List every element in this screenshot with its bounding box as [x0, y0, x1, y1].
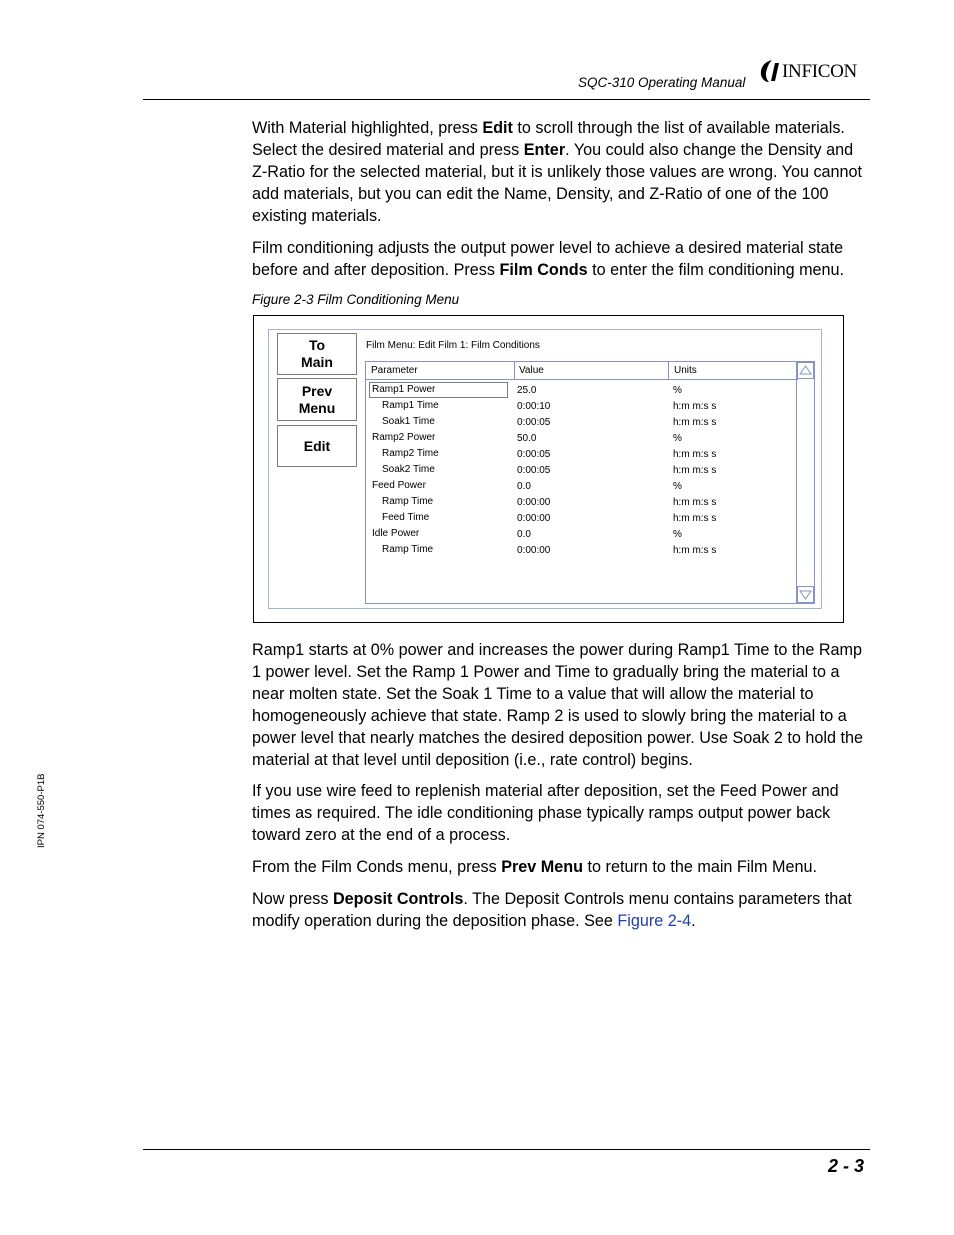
row-value[interactable]: 0:00:00 — [517, 545, 551, 556]
row-parameter[interactable]: Feed Time — [382, 512, 430, 523]
row-units: h:m m:s s — [673, 417, 717, 428]
row-units: % — [673, 385, 682, 396]
row-parameter[interactable]: Idle Power — [372, 528, 420, 539]
button-label: Prev — [301, 382, 333, 399]
page-number: 2 - 3 — [827, 1156, 864, 1176]
row-parameter[interactable]: Ramp2 Power — [372, 432, 436, 443]
row-parameter[interactable]: Feed Power — [372, 480, 426, 491]
row-parameter[interactable]: Ramp2 Time — [382, 448, 439, 459]
paragraph-material-edit — [252, 117, 872, 227]
button-label: Edit — [303, 437, 331, 454]
bold-edit: Edit — [482, 119, 513, 137]
column-header-value: Value — [514, 362, 668, 380]
inficon-logo — [758, 58, 857, 84]
column-header-units: Units — [668, 362, 798, 380]
row-value[interactable]: 50.0 — [517, 433, 537, 444]
paragraph-wire-feed: If you use wire feed to replenish material after deposition, set the Feed Power and times as required. The idle conditioning phase typically ramps output power back toward zero at the end of a process. — [252, 782, 839, 844]
text: With Material highlighted, press — [252, 119, 483, 137]
row-units: h:m m:s s — [673, 513, 717, 524]
parameter-table — [365, 361, 815, 604]
text: to return to the main Film Menu. — [583, 858, 817, 876]
button-label: Menu — [298, 399, 336, 416]
manual-title: SQC-310 Operating Manual — [578, 75, 746, 90]
row-value[interactable]: 0:00:10 — [517, 401, 551, 412]
paragraph-ramp-explanation: Ramp1 starts at 0% power and increases the power during Ramp1 Time to the Ramp 1 power level. Set the Ramp 1 Power and Time to gradually bring the material to a near molten state. Set the Soak 1 Time to a value that will allow the material to homogeneously achieve that state. Ramp 2 is used to slowly bring the material to a power level that nearly matches the desired deposition power. Use Soak 2 to hold the material at that level until deposition (i.e., rate control) begins. — [252, 641, 863, 769]
logo-text: INFICON — [782, 60, 857, 82]
row-value[interactable]: 0:00:00 — [517, 497, 551, 508]
row-units: h:m m:s s — [673, 545, 717, 556]
bold-enter: Enter — [523, 141, 566, 159]
row-parameter[interactable]: Ramp Time — [382, 496, 434, 507]
row-parameter[interactable]: Ramp1 Time — [382, 400, 439, 411]
header-rule — [143, 99, 870, 100]
text: . The Deposit Controls menu contains parameters that modify operation during the deposition phase. See — [252, 890, 852, 930]
row-units: h:m m:s s — [673, 465, 717, 476]
row-units: h:m m:s s — [673, 497, 717, 508]
figure-2-4-link[interactable]: Figure 2-4 — [617, 912, 692, 930]
row-units: % — [673, 481, 682, 492]
figure-caption: Figure 2-3 Film Conditioning Menu — [252, 292, 460, 307]
row-units: % — [673, 433, 682, 444]
scroll-up-icon — [797, 362, 814, 379]
row-value[interactable]: 0.0 — [517, 529, 531, 540]
column-header-parameter: Parameter — [366, 362, 514, 380]
to-main-button[interactable] — [277, 333, 357, 375]
table-scrollbar[interactable] — [796, 362, 814, 603]
bold-deposit-controls: Deposit Controls — [332, 890, 464, 908]
text: to scroll through the list of available materials. Select the desired material and press — [252, 119, 845, 159]
text: From the Film Conds menu, press — [252, 858, 502, 876]
menu-screen — [268, 329, 822, 609]
row-parameter[interactable]: Soak2 Time — [382, 464, 435, 475]
footer-rule — [143, 1149, 870, 1150]
logo-mark-icon — [758, 59, 780, 83]
scroll-down-icon — [797, 586, 814, 603]
text: . You could also change the Density and Z-Ratio for the selected material, but it is unlikely those values are wrong. You cannot add materials, but you can edit the Name, Density, and Z-Ratio of one of the 100 existing materials. — [252, 141, 863, 225]
row-units: % — [673, 529, 682, 540]
row-value[interactable]: 0:00:05 — [517, 465, 551, 476]
paragraph-prev-menu — [252, 856, 872, 878]
button-label: To — [308, 337, 326, 353]
text: Now press — [252, 890, 333, 908]
edit-button[interactable] — [277, 425, 357, 467]
button-label: Main — [301, 354, 333, 370]
bold-film-conds: Film Conds — [499, 261, 588, 279]
row-value[interactable]: 0.0 — [517, 481, 531, 492]
row-value[interactable]: 25.0 — [517, 385, 537, 396]
row-value[interactable]: 0:00:05 — [517, 417, 551, 428]
text: . — [691, 912, 696, 930]
prev-menu-button[interactable] — [277, 378, 357, 421]
text: to enter the film conditioning menu. — [587, 261, 845, 279]
text: Film conditioning adjusts the output power level to achieve a desired material state before and after deposition. Press — [252, 239, 844, 279]
film-conditioning-figure — [253, 315, 844, 623]
row-parameter[interactable]: Ramp Time — [382, 544, 434, 555]
bold-prev-menu: Prev Menu — [501, 858, 584, 876]
row-value[interactable]: 0:00:00 — [517, 513, 551, 524]
row-parameter[interactable]: Ramp1 Power — [372, 384, 436, 395]
row-units: h:m m:s s — [673, 401, 717, 412]
scroll-down-button[interactable] — [797, 586, 814, 603]
document-id: IPN 074-550-P1B — [36, 773, 47, 848]
paragraph-film-conditioning — [252, 237, 872, 281]
row-units: h:m m:s s — [673, 449, 717, 460]
row-parameter[interactable]: Soak1 Time — [382, 416, 435, 427]
scroll-up-button[interactable] — [797, 362, 814, 379]
screen-title: Film Menu: Edit Film 1: Film Conditions — [366, 340, 540, 351]
row-value[interactable]: 0:00:05 — [517, 449, 551, 460]
paragraph-deposit-controls — [252, 888, 872, 932]
